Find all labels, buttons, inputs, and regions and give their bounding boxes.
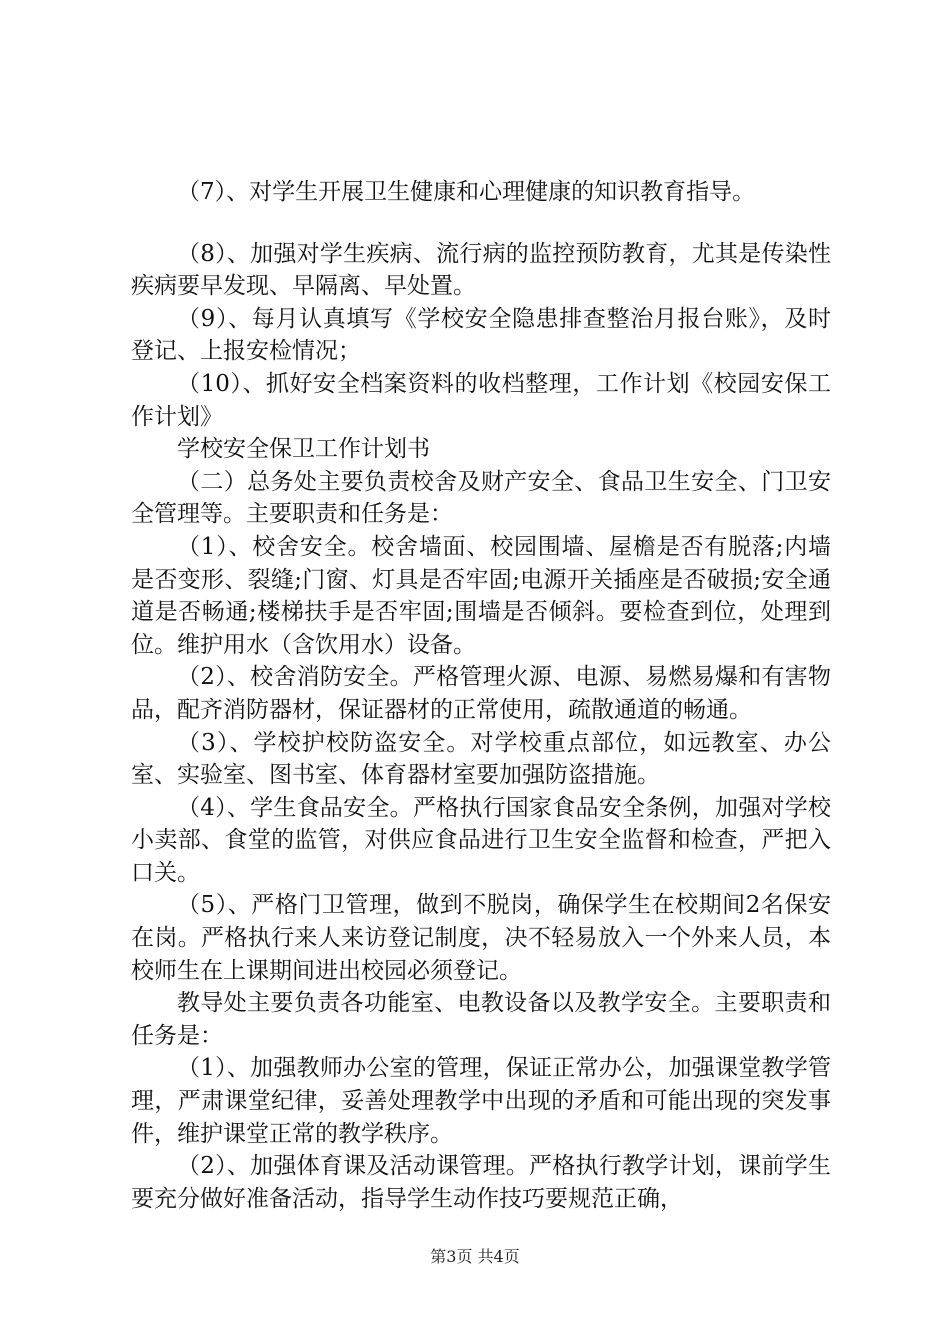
paragraph-fire-safety: （2）、校舍消防安全。严格管理火源、电源、易燃易爆和有害物品，配齐消防器材，保证器材的正常使用，疏散通道的畅通。 [131,664,831,723]
paragraph-general-affairs: （二）总务处主要负责校舍及财产安全、食品卫生安全、门卫安全管理等。主要职责和任务是： [131,468,831,528]
paragraph-item-8: （8）、加强对学生疾病、流行病的监控预防教育，尤其是传染性疾病要早发现、早隔离、早处置。 [131,240,831,300]
section-heading: 学校安全保卫工作计划书 [177,436,430,463]
paragraph-office-management: （1）、加强教师办公室的管理，保证正常办公，加强课堂教学管理，严肃课堂纪律，妥善处理教学中出现的矛盾和可能出现的突发事件，维护课堂正常的教学秩序。 [131,1055,831,1147]
paragraph-gate-management: （5）、严格门卫管理，做到不脱岗，确保学生在校期间2名保安在岗。严格执行来人来访登记制度，决不轻易放入一个外来人员，本校师生在上课期间进出校园必须登记。 [131,892,831,984]
paragraph-item-10: （10）、抓好安全档案资料的收档整理，工作计划《校园安保工作计划》 [131,370,831,430]
paragraph-academic-affairs: 教导处主要负责各功能室、电教设备以及教学安全。主要职责和任务是： [131,990,831,1049]
paragraph-building-safety: （1）、校舍安全。校舍墙面、校园围墙、屋檐是否有脱落;内墙是否变形、裂缝;门窗、灯具是否牢固;电源开关插座是否破损;安全通道是否畅通;楼梯扶手是否牢固;围墙是否倾斜。要检查到位，处理到位。维护用水（含饮用水）设备。 [131,533,831,658]
paragraph-pe-management: （2）、加强体育课及活动课管理。严格执行教学计划，课前学生要充分做好准备活动，指导学生动作技巧要规范正确， [131,1153,831,1212]
paragraph-item-7: （7）、对学生开展卫生健康和心理健康的知识教育指导。 [177,179,756,205]
document-body [131,176,831,1215]
paragraph-food-safety: （4）、学生食品安全。严格执行国家食品安全条例，加强对学校小卖部、食堂的监管，对供应食品进行卫生安全监督和检查，严把入口关。 [131,794,831,886]
page-number-footer: 第3页 共4页 [430,1247,520,1266]
paragraph-anti-theft: （3）、学校护校防盗安全。对学校重点部位，如远教室、办公室、实验室、图书室、体育器材室要加强防盗措施。 [131,729,831,789]
paragraph-item-9: （9）、每月认真填写《学校安全隐患排查整治月报台账》，及时登记、上报安检情况； [131,305,831,365]
